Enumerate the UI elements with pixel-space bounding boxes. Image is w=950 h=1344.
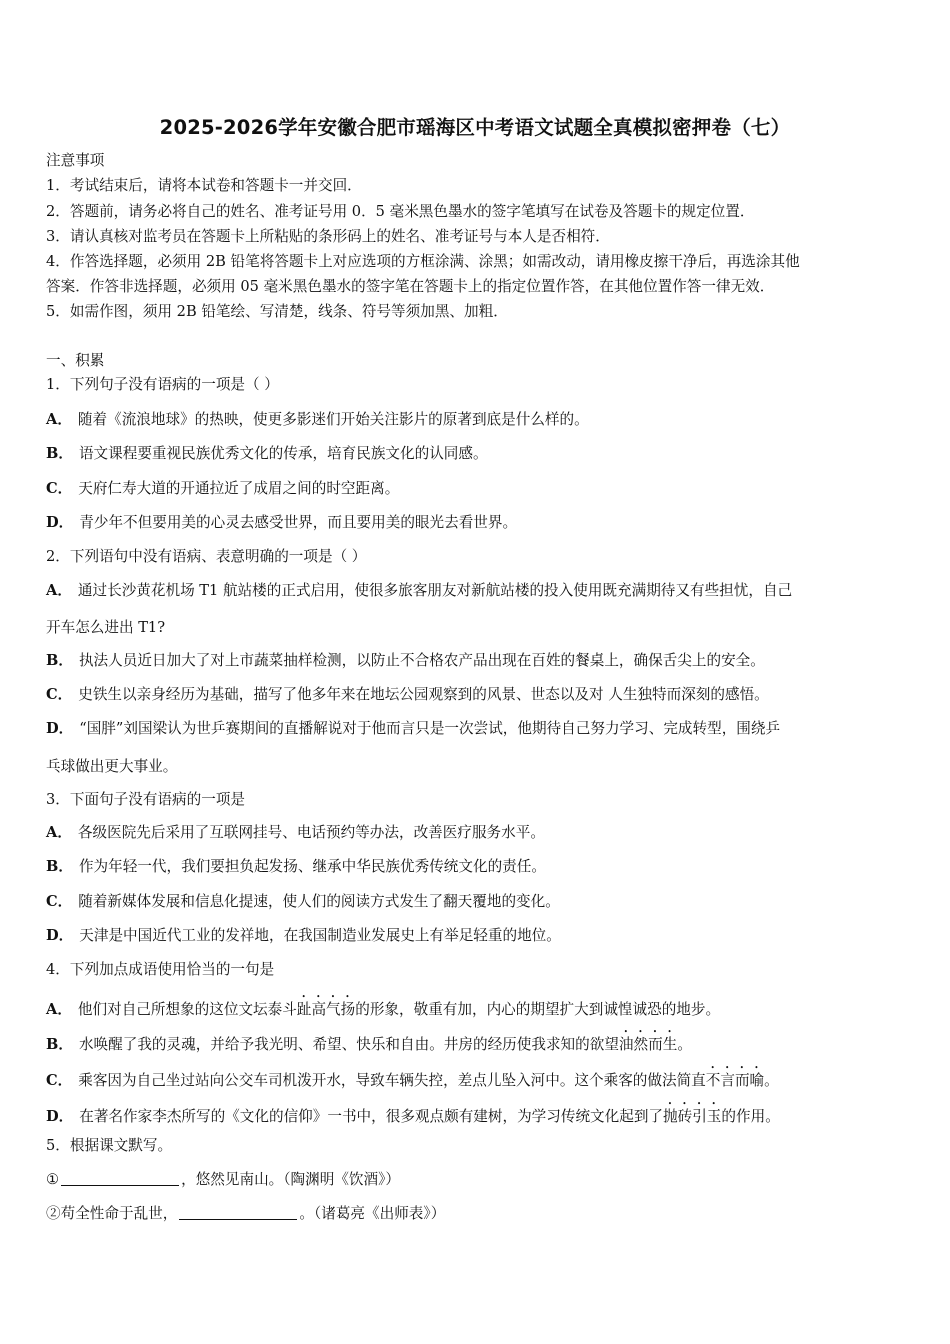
question-stem: 2．下列语句中没有语病、表意明确的一项是（ ） <box>46 548 367 565</box>
page-title: 2025-2026学年安徽合肥市瑶海区中考语文试题全真模拟密押卷（七） <box>159 116 791 139</box>
option-label: D． <box>46 514 74 531</box>
option-c <box>46 685 769 705</box>
option-c <box>46 479 399 499</box>
item-number: ① <box>46 1171 60 1188</box>
option-label: D． <box>46 927 74 944</box>
option-text: 随着《流浪地球》的热映，使更多影迷们开始关注影片的原著到底是什么样的。 <box>77 411 589 428</box>
notice-item: 1．考试结束后，请将本试卷和答题卡一并交回． <box>46 177 362 194</box>
option-text: 天府仁寿大道的开通拉近了成眉之间的时空距离。 <box>78 480 400 497</box>
option-text: 史铁生以亲身经历为基础，描写了他多年来在地坛公园观察到的风景、世态以及对 人生独特而深刻的感悟。 <box>78 686 769 703</box>
option-d <box>46 1100 780 1127</box>
option-a <box>46 823 545 843</box>
notice-item: 4．作答选择题，必须用 2B 铅笔将答题卡上对应选项的方框涂满、涂黑；如需改动，请用橡皮擦干净后，再选涂其他 <box>46 253 800 270</box>
option-text: 作为年轻一代，我们要担负起发扬、继承中华民族优秀传统文化的责任。 <box>78 858 546 875</box>
option-b <box>46 1028 692 1055</box>
option-label: D． <box>46 720 74 737</box>
option-label: B． <box>46 1036 73 1053</box>
fill-in-blank[interactable] <box>61 1171 179 1186</box>
section-heading: 一、积累 <box>46 352 105 369</box>
option-text: 水唤醒了我的灵魂，并给予我光明、希望、快乐和自由。井房的经历使我求知的欲望 <box>78 1036 619 1053</box>
option-text-continued: 乓球做出更大事业。 <box>46 758 178 775</box>
option-label: B． <box>46 858 73 875</box>
notice-item: 答案．作答非选择题，必须用 05 毫米黑色墨水的签字笔在答题卡上的指定位置作答，在其他位置作答一律无效． <box>46 278 775 295</box>
option-a <box>46 993 720 1020</box>
option-d <box>46 719 780 739</box>
option-text: 乘客因为自己坐过站向公交车司机泼开水，导致车辆失控，差点儿坠入河中。这个乘客的做法简直 <box>78 1072 706 1089</box>
option-text: 各级医院先后采用了互联网挂号、电话预约等办法，改善医疗服务水平。 <box>77 824 545 841</box>
option-label: A． <box>46 411 72 428</box>
option-text: 他们对自己所想象的这位文坛泰斗 <box>77 1001 297 1018</box>
option-label: B． <box>46 652 73 669</box>
option-label: C． <box>46 893 73 910</box>
option-label: A． <box>46 582 72 599</box>
question-stem: 4．下列加点成语使用恰当的一句是 <box>46 961 275 978</box>
fill-in-blank[interactable] <box>179 1205 297 1220</box>
notice-item: 3．请认真核对监考员在答题卡上所粘贴的条形码上的姓名、准考证号与本人是否相符． <box>46 228 610 245</box>
option-label: A． <box>46 824 72 841</box>
option-label: D． <box>46 1108 74 1125</box>
option-label: A． <box>46 1001 72 1018</box>
option-a <box>46 410 589 430</box>
option-d <box>46 926 561 946</box>
option-text: 青少年不但要用美的心灵去感受世界，而且要用美的眼光去看世界。 <box>79 514 518 531</box>
option-text: 。 <box>764 1072 779 1089</box>
recitation-line-2 <box>46 1204 445 1224</box>
option-text: 执法人员近日加大了对上市蔬菜抽样检测，以防止不合格农产品出现在百姓的餐桌上，确保舌尖上的安全。 <box>78 652 765 669</box>
option-text: 的形象，敬重有加，内心的期望扩大到诚惶诚恐的地步。 <box>355 1001 721 1018</box>
option-text: 的作用。 <box>721 1108 780 1125</box>
recitation-text: ，悠然见南山。（陶渊明《饮酒》） <box>181 1171 400 1188</box>
option-c <box>46 892 560 912</box>
option-label: C． <box>46 686 73 703</box>
question-stem: 3．下面句子没有语病的一项是 <box>46 791 246 808</box>
recitation-text: ②苟全性命于乱世， <box>46 1205 178 1222</box>
option-text: 通过长沙黄花机场 T1 航站楼的正式启用，使很多旅客朋友对新航站楼的投入使用既充满期待又有些担忧，自己 <box>77 582 793 599</box>
emphasized-idiom: 抛砖引玉 <box>663 1108 722 1125</box>
recitation-text: 。（诸葛亮《出师表》） <box>299 1205 446 1222</box>
option-b <box>46 651 765 671</box>
option-text: 在著名作家李杰所写的《文化的信仰》一书中，很多观点颇有建树，为学习传统文化起到了 <box>79 1108 664 1125</box>
option-label: B． <box>46 445 73 462</box>
option-text: 随着新媒体发展和信息化提速，使人们的阅读方式发生了翻天覆地的变化。 <box>78 893 560 910</box>
option-text: 天津是中国近代工业的发祥地，在我国制造业发展史上有举足轻重的地位。 <box>79 927 561 944</box>
option-label: C． <box>46 1072 73 1089</box>
recitation-line-1 <box>46 1170 400 1190</box>
option-b <box>46 444 488 464</box>
notice-item: 5．如需作图，须用 2B 铅笔绘、写清楚，线条、符号等须加黑、加粗． <box>46 303 508 320</box>
option-d <box>46 513 517 533</box>
emphasized-idiom: 不言而喻 <box>705 1072 765 1089</box>
question-stem: 1．下列句子没有语病的一项是（ ） <box>46 376 279 393</box>
option-text-continued: 开车怎么进出 T1? <box>46 619 166 636</box>
emphasized-idiom: 油然而生 <box>618 1036 678 1053</box>
notice-item: 2．答题前，请务必将自己的姓名、准考证号用 0．5 毫米黑色墨水的签字笔填写在试卷及答题卡的规定位置． <box>46 203 755 220</box>
option-b <box>46 857 546 877</box>
question-stem: 5．根据课文默写。 <box>46 1137 173 1154</box>
notice-heading: 注意事项 <box>46 152 105 169</box>
option-text: 。 <box>677 1036 692 1053</box>
option-a <box>46 581 792 601</box>
option-text: 语文课程要重视民族优秀文化的传承，培育民族文化的认同感。 <box>78 445 488 462</box>
option-c <box>46 1064 779 1091</box>
option-text: “国胖”刘国梁认为世乒赛期间的直播解说对于他而言只是一次尝试，他期待自己努力学习、完成转型，围绕乒 <box>79 720 781 737</box>
emphasized-idiom: 趾高气扬 <box>296 1001 356 1018</box>
option-label: C． <box>46 480 73 497</box>
